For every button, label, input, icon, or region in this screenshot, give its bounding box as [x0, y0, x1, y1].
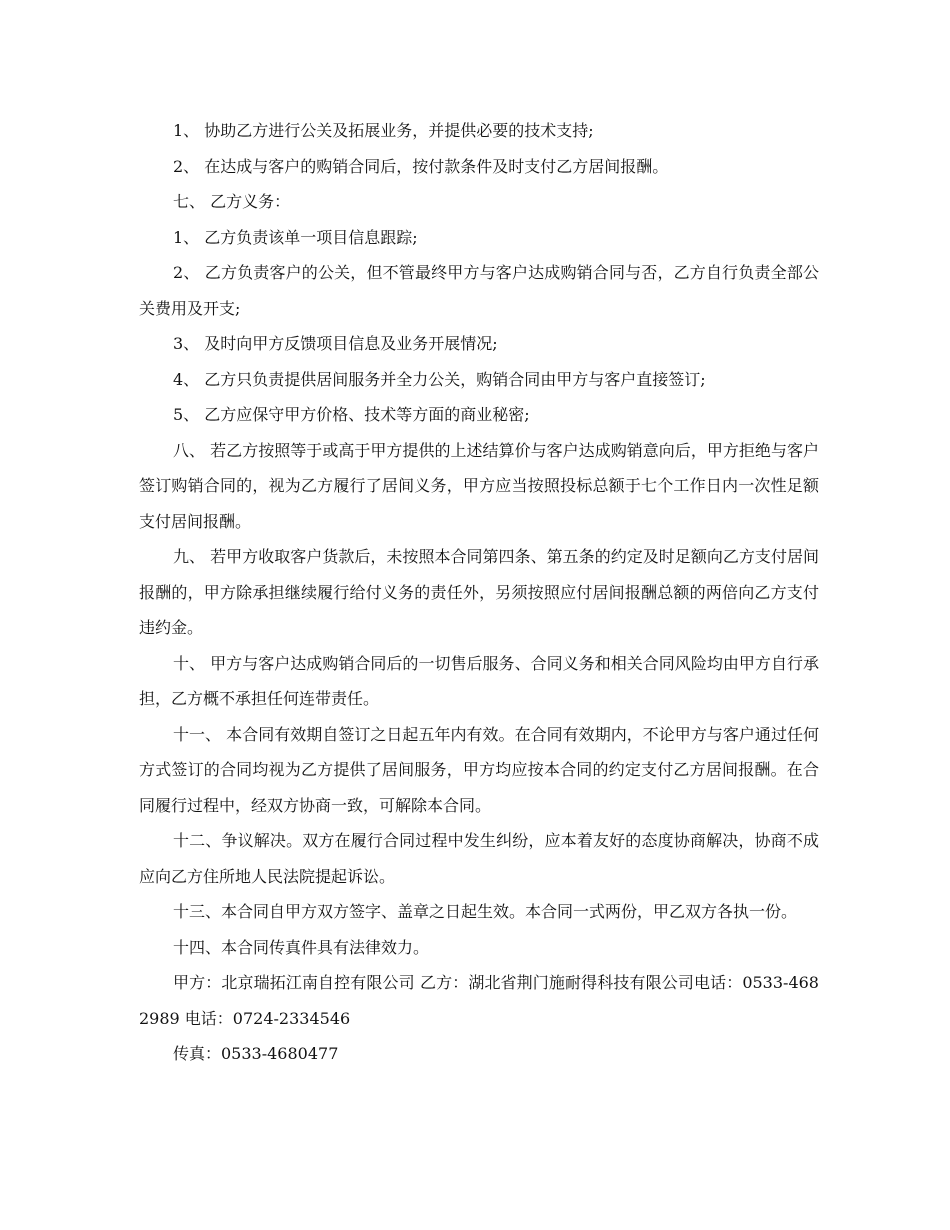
clause-eight: 八、 若乙方按照等于或高于甲方提供的上述结算价与客户达成购销意向后，甲方拒绝与客户签订购销合同的，视为乙方履行了居间义务，甲方应当按照投标总额于七个工作日内一次性足额支付居间报酬。	[139, 440, 819, 531]
parties-contact-info: 甲方：北京瑞拓江南自控有限公司 乙方：湖北省荆门施耐得科技有限公司电话：0533-4682989 电话：0724-2334546	[139, 973, 819, 1028]
paragraph-7: 4、 乙方只负责提供居间服务并全力公关，购销合同由甲方与客户直接签订;	[173, 369, 706, 389]
clause-nine: 九、 若甲方收取客户货款后，未按照本合同第四条、第五条的约定及时足额向乙方支付居间报酬的，甲方除承担继续履行给付义务的责任外，另须按照应付居间报酬总额的两倍向乙方支付违约金。	[139, 547, 819, 637]
clause-ten: 十、 甲方与客户达成购销合同后的一切售后服务、合同义务和相关合同风险均由甲方自行承担，乙方概不承担任何连带责任。	[139, 653, 819, 708]
clause-thirteen: 十三、本合同自甲方双方签字、盖章之日起生效。本合同一式两份，甲乙双方各执一份。	[173, 902, 798, 921]
fax-number: 传真：0533-4680477	[173, 1044, 339, 1063]
clause-eleven: 十一、 本合同有效期自签订之日起五年内有效。在合同有效期内，不论甲方与客户通过任何方式签订的合同均视为乙方提供了居间服务，甲方均应按本合同的约定支付乙方居间报酬。在合同履行过程中，经双方协商一致，可解除本合同。	[139, 724, 819, 815]
document-body	[139, 113, 819, 1072]
clause-fourteen: 十四、本合同传真件具有法律效力。	[173, 937, 430, 957]
paragraph-2: 2、 在达成与客户的购销合同后，按付款条件及时支付乙方居间报酬。	[173, 156, 669, 176]
paragraph-1: 1、 协助乙方进行公关及拓展业务，并提供必要的技术支持;	[173, 121, 594, 140]
paragraph-8: 5、 乙方应保守甲方价格、技术等方面的商业秘密;	[173, 405, 530, 424]
section-heading-seven: 七、 乙方义务：	[173, 192, 291, 211]
clause-twelve: 十二、争议解决。双方在履行合同过程中发生纠纷，应本着友好的态度协商解决，协商不成应向乙方住所地人民法院提起诉讼。	[139, 831, 819, 886]
paragraph-6: 3、 及时向甲方反馈项目信息及业务开展情况;	[173, 334, 498, 353]
paragraph-5: 2、 乙方负责客户的公关，但不管最终甲方与客户达成购销合同与否，乙方自行负责全部公关费用及开支;	[139, 263, 819, 318]
paragraph-4: 1、 乙方负责该单一项目信息跟踪;	[173, 227, 418, 247]
